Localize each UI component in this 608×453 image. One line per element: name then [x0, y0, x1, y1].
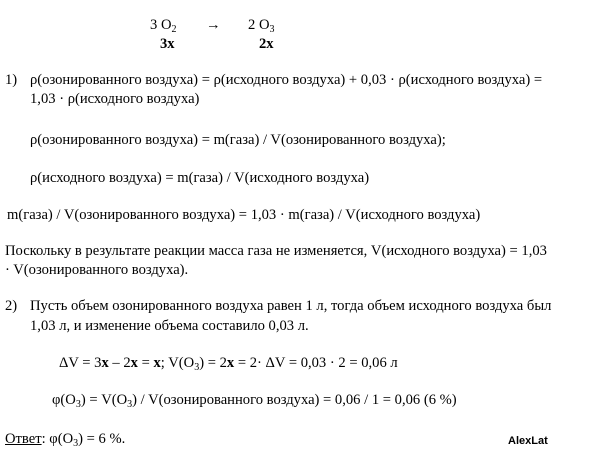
- item1-line2: 1,03 · ρ(исходного воздуха): [30, 91, 200, 107]
- item1-number: 1): [5, 72, 18, 88]
- reaction-arrow: →: [206, 17, 221, 33]
- item1-line1: ρ(озонированного воздуха) = ρ(исходного воздуха) + 0,03 · ρ(исходного воздуха) =: [30, 72, 543, 88]
- item2-line1: Пусть объем озонированного воздуха равен 1 л, тогда объем исходного воздуха был: [30, 298, 552, 314]
- item2-line2: 1,03 л, и изменение объема составило 0,03 л.: [30, 318, 309, 334]
- delta-v-equation: ΔV = 3x – 2x = x; $V(O_3) = 2x = 2\cdot \Delta V = 0,03 \cdot 2 = 0,06$ л: [59, 355, 398, 373]
- answer-label: Ответ: [5, 431, 42, 447]
- answer-line: Ответ: $\varphi(O_3) = 6$ %.: [5, 431, 126, 449]
- item1-line3: ρ(озонированного воздуха) = m(газа) / V(озонированного воздуха);: [30, 132, 446, 148]
- item1-line4: ρ(исходного воздуха) = m(газа) / V(исходного воздуха): [30, 170, 370, 186]
- reaction-right: 2 $O_3$: [248, 17, 275, 35]
- note-line2: · V(озонированного воздуха).: [5, 262, 189, 278]
- reaction-left: 3 $O_2$: [150, 17, 177, 35]
- phi-equation: $\varphi(O_3) = V(O_3)$ / V(озонированного воздуха) = 0,06 / 1 = 0,06 (6 %): [52, 392, 457, 410]
- note-line1: Поскольку в результате реакции масса газа не изменяется, V(исходного воздуха) = 1,03: [5, 243, 547, 259]
- item2-number: 2): [5, 298, 18, 314]
- reaction-right-x: 2x: [259, 36, 274, 52]
- item1-line5: m(газа) / V(озонированного воздуха) = 1,03 · m(газа) / V(исходного воздуха): [7, 207, 481, 223]
- reaction-left-x: 3x: [160, 36, 175, 52]
- author-signature: AlexLat: [508, 435, 548, 447]
